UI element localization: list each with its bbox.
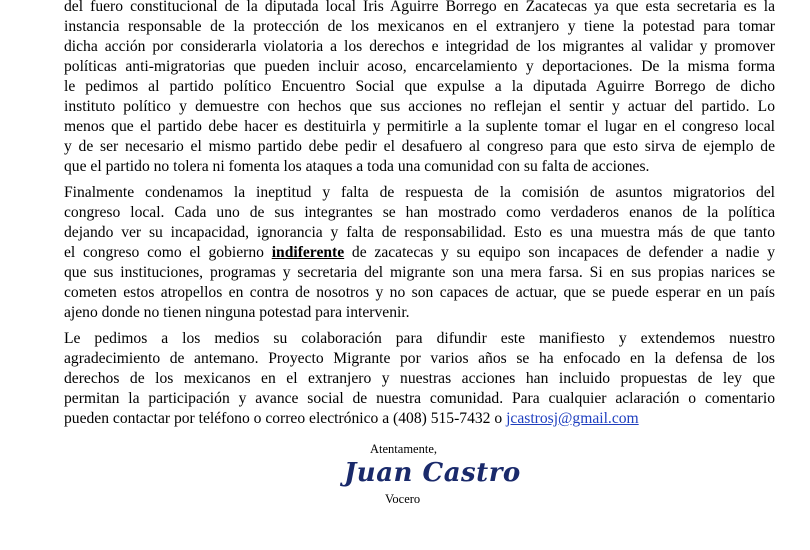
email-link[interactable]: jcastrosj@gmail.com (506, 410, 639, 427)
signature: Juan Castro (344, 458, 521, 488)
paragraph-1-line: políticas anti-migratorias que pueden incluir acoso, encarcelamiento y deportaciones. De la misma forma (64, 58, 775, 75)
closing-salutation: Atentamente, (370, 442, 437, 456)
paragraph-3-line: permitan la participación y avance social de nuestra comunidad. Para cualquier aclaración o comentario (64, 390, 775, 407)
paragraph-1-line: y de ser necesario el mismo partido debe pedir el desafuero al congreso para que esto sirva de ejemplo de (64, 138, 775, 155)
paragraph-2-line-emphasis (64, 243, 775, 263)
paragraph-3-line-contact (64, 409, 775, 429)
paragraph-2-line: Finalmente condenamos la ineptitud y falta de respuesta de la comisión de asuntos migratorios del (64, 184, 775, 201)
paragraph-3-line: Le pedimos a los medios su colaboración para difundir este manifiesto y extendemos nuestro (64, 330, 775, 347)
paragraph-3-line: agradecimiento de antemano. Proyecto Migrante por varios años se ha enfocado en la defensa de los (64, 350, 775, 367)
contact-text: pueden contactar por teléfono o correo electrónico a (408) 515-7432 o (64, 410, 507, 427)
paragraph-1-line: instancia responsable de la protección de los mexicanos en el extranjero y tiene la potestad para tomar (64, 18, 775, 35)
paragraph-1-line: le pedimos al partido político Encuentro Social que expulse a la diputada Aguirre Borrego de dicho (64, 78, 775, 95)
line-text-after: de zacatecas y su equipo son incapaces de defender a nadie y (344, 244, 775, 261)
line-text-before: el congreso como el gobierno (64, 244, 272, 261)
paragraph-3 (64, 329, 775, 429)
paragraph-2-line: cometen estos atropellos en contra de nosotros y no son capaces de actuar, que se puede esperar en un país (64, 284, 775, 301)
paragraph-2-line: ajeno donde no tienen ninguna potestad para intervenir. (64, 304, 410, 321)
paragraph-2-line: congreso local. Cada uno de sus integrantes se han mostrado como verdaderos enanos de la política (64, 204, 775, 221)
paragraph-1-line: del fuero constitucional de la diputada local Iris Aguirre Borrego en Zacatecas ya que esta secretaria es la (64, 0, 775, 15)
paragraph-1-line: que el partido no tolera ni fomenta los ataques a toda una comunidad con su falta de acciones. (64, 158, 650, 175)
paragraph-3-line: derechos de los mexicanos en el extranjero y nuestras acciones han incluido propuestas de ley que (64, 370, 775, 387)
paragraph-2 (64, 183, 775, 323)
paragraph-1-line: dicha acción por considerarla violatoria a los derechos e integridad de los migrantes al validar y promover (64, 38, 775, 55)
paragraph-1-line: menos que el partido debe hacer es destituirla y permitirle a la suplente tomar el lugar en el congreso local (64, 118, 775, 135)
signer-role: Vocero (385, 492, 421, 506)
paragraph-1-line: instituto político y demuestre con hechos que sus acciones no reflejan el sentir y actuar del partido. Lo (64, 98, 775, 115)
paragraph-2-line: dejando ver su incapacidad, ignorancia y falta de responsabilidad. Esto es una muestra más de que tanto (64, 224, 775, 241)
paragraph-2-line: que sus instituciones, programas y secretaria del migrante son una mera farsa. Si en sus propias narices se (64, 264, 775, 281)
paragraph-1 (64, 0, 775, 177)
emphasis-word: indiferente (271, 244, 345, 261)
